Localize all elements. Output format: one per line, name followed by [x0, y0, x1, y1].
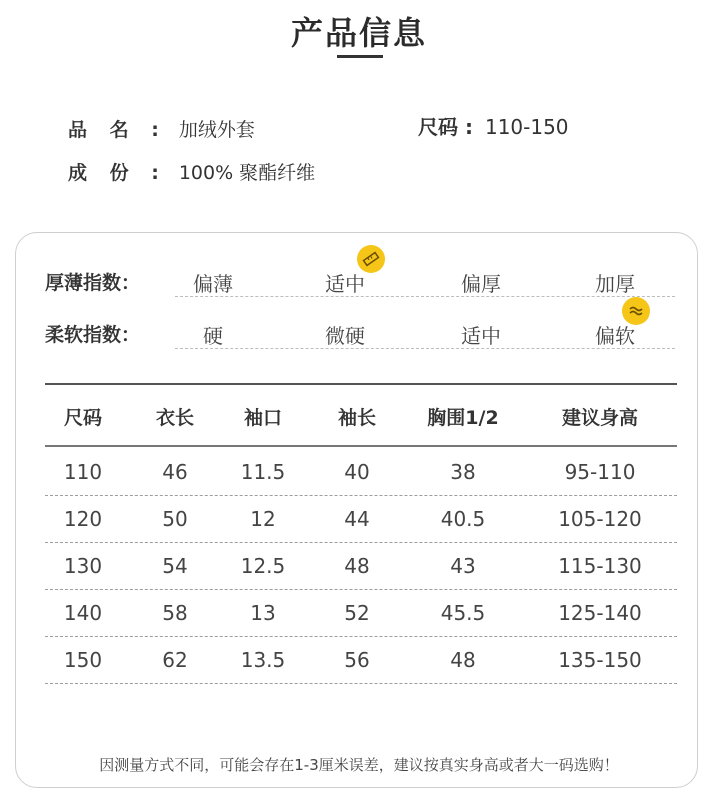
softness-option-hard: 硬 — [203, 324, 223, 348]
table-cell: 48 — [344, 554, 370, 578]
table-row-divider — [45, 636, 677, 637]
table-cell: 40.5 — [440, 507, 486, 531]
table-header-height: 建议身高 — [561, 407, 638, 429]
table-cell: 11.5 — [240, 460, 286, 484]
table-top-rule — [45, 383, 677, 385]
material-value: 100% 聚酯纤维 — [178, 162, 316, 184]
table-header-size: 尺码 — [63, 407, 102, 429]
table-cell: 135-150 — [558, 648, 642, 672]
softness-option-slightly-hard: 微硬 — [325, 324, 365, 348]
table-cell: 44 — [344, 507, 370, 531]
thickness-option-thick: 偏厚 — [461, 272, 501, 296]
size-range-value: 110-150 — [484, 115, 569, 139]
softness-index-label: 柔软指数： — [45, 324, 141, 346]
thickness-index-label: 厚薄指数： — [45, 272, 141, 294]
table-cell: 130 — [63, 554, 103, 578]
table-cell: 62 — [162, 648, 188, 672]
table-cell: 110 — [63, 460, 103, 484]
table-row-divider — [45, 542, 677, 543]
material-row — [68, 158, 315, 185]
table-cell: 50 — [162, 507, 188, 531]
table-cell: 115-130 — [558, 554, 642, 578]
table-cell: 13.5 — [240, 648, 286, 672]
product-name-row — [68, 115, 255, 142]
size-range-row — [418, 111, 569, 140]
table-cell: 125-140 — [558, 601, 642, 625]
table-cell: 12 — [250, 507, 276, 531]
table-cell: 48 — [450, 648, 476, 672]
table-header-chest: 胸围1/2 — [427, 407, 499, 429]
table-cell: 38 — [450, 460, 476, 484]
product-name-label: 品 名 : — [68, 119, 167, 141]
table-cell: 13 — [250, 601, 276, 625]
table-cell: 54 — [162, 554, 188, 578]
table-cell: 45.5 — [440, 601, 486, 625]
table-cell: 95-110 — [564, 460, 636, 484]
wave-icon — [622, 297, 650, 325]
thickness-divider — [175, 296, 675, 297]
measurement-note: 因测量方式不同，可能会存在1-3厘米误差，建议按真实身高或者大一码选购！ — [99, 756, 619, 774]
table-cell: 43 — [450, 554, 476, 578]
table-cell: 150 — [63, 648, 103, 672]
thickness-option-extra-thick: 加厚 — [595, 272, 635, 296]
page-title: 产品信息 — [290, 14, 427, 52]
title-underline — [337, 55, 383, 58]
material-label: 成 份 : — [68, 162, 167, 184]
table-row-divider — [45, 683, 677, 684]
table-header-sleeve: 袖长 — [337, 407, 376, 429]
table-cell: 52 — [344, 601, 370, 625]
table-row-divider — [45, 589, 677, 590]
table-cell: 105-120 — [558, 507, 642, 531]
table-cell: 46 — [162, 460, 188, 484]
table-cell: 56 — [344, 648, 370, 672]
ruler-icon — [357, 245, 385, 273]
table-header-cuff: 袖口 — [243, 407, 282, 429]
table-cell: 58 — [162, 601, 188, 625]
product-name-value: 加绒外套 — [178, 119, 255, 141]
softness-option-soft: 偏软 — [595, 324, 635, 348]
thickness-option-thin: 偏薄 — [193, 272, 233, 296]
table-header-length: 衣长 — [155, 407, 194, 429]
softness-divider — [175, 348, 675, 349]
table-cell: 120 — [63, 507, 103, 531]
size-range-label: 尺码 : — [418, 115, 473, 139]
table-cell: 40 — [344, 460, 370, 484]
table-cell: 12.5 — [240, 554, 286, 578]
thickness-option-medium: 适中 — [325, 272, 365, 296]
table-cell: 140 — [63, 601, 103, 625]
table-row-divider — [45, 495, 677, 496]
softness-option-medium: 适中 — [461, 324, 501, 348]
table-header-rule — [45, 445, 677, 447]
